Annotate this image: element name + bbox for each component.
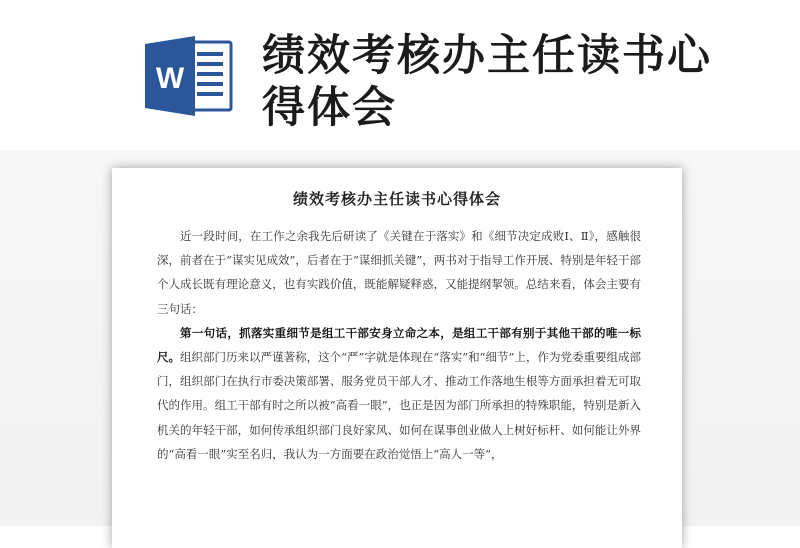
word-document-icon: [145, 36, 237, 116]
svg-text:W: W: [155, 62, 185, 95]
document-page: [112, 168, 682, 548]
paragraph-intro: [157, 224, 641, 321]
paragraph-first-point: [157, 321, 641, 466]
document-body: [157, 224, 641, 466]
header-title: 绩效考核办主任读书心得体会: [262, 31, 712, 133]
paragraph-text: 组织部门历来以严谨著称，这个“严”字就是体现在“落实”和“细节”上，作为党委重要组成部门，组织部门在执行市委决策部署、服务党员干部人才、推动工作落地生根等方面承担着无可取代的作用。组工干部有时之所以被“高看一眼”，也正是因为部门所承担的特殊职能，特别是新入机关的年轻干部，如何传承组织部门良好家风、如何在谋事创业做人上树好标杆、如何能让外界的“高看一眼”实至名归，我认为一方面要在政治觉悟上“高人一等”，: [157, 350, 641, 461]
document-title: 绩效考核办主任读书心得体会: [292, 190, 501, 208]
paragraph-bold-lead: 第一句话，抓落实重细节是组工干部安身立命之本，是组工干部有别于其他干部的唯一标尺。: [157, 325, 641, 365]
header-banner: [0, 0, 800, 150]
paragraph-text: 近一段时间，在工作之余我先后研读了《关键在于落实》和《细节决定成败Ⅰ、Ⅱ》，感触很深，前者在于“谋实见成效”，后者在于“谋细抓关键”，两书对于指导工作开展、特别是年轻干部个人成长既有理论意义，也有实践价值，既能解疑释惑，又能提纲挈领。总结来看，体会主要有三句话：: [157, 229, 641, 316]
